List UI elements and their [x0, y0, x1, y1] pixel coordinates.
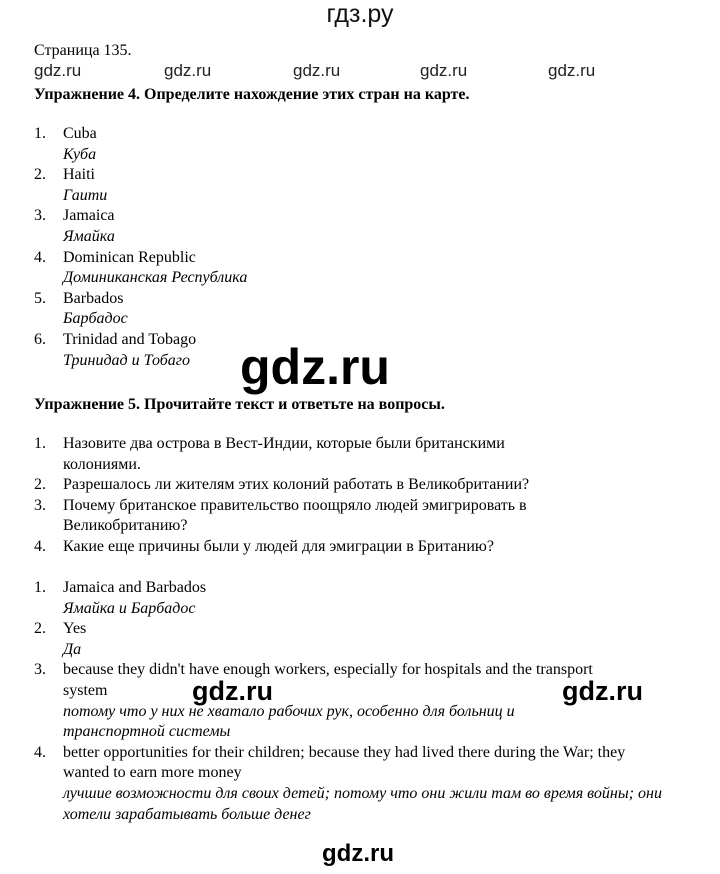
- list-item: [34, 289, 684, 330]
- watermark-footer: gdz.ru: [322, 840, 394, 867]
- item-english: Barbados: [63, 289, 124, 307]
- answer-russian: лучшие возможности для своих детей; потому что они жили там во время войны; они хотели зарабатывать больше денег: [63, 784, 662, 823]
- item-number: 3.: [34, 661, 46, 679]
- list-item: [34, 248, 684, 289]
- list-item: [34, 475, 684, 496]
- item-russian: Куба: [63, 145, 97, 163]
- answer-russian: Ямайка и Барбадос: [63, 599, 196, 617]
- question-text: Почему британское правительство поощряло людей эмигрировать в Великобританию?: [63, 496, 527, 535]
- list-item: [34, 496, 684, 537]
- watermark-3: gdz.ru: [293, 61, 341, 80]
- watermark-5: gdz.ru: [548, 61, 596, 80]
- list-item: [34, 743, 684, 825]
- answer-english: Yes: [63, 620, 87, 638]
- answer-russian: Да: [63, 640, 82, 658]
- item-number: 1.: [34, 435, 46, 452]
- list-item: [34, 206, 684, 247]
- item-english: Trinidad and Tobago: [63, 330, 197, 348]
- item-russian: Барбадос: [63, 310, 128, 328]
- list-item: [34, 578, 684, 619]
- item-english: Jamaica: [63, 207, 115, 225]
- question-text: Какие еще причины были у людей для эмиграции в Британию?: [63, 537, 494, 555]
- item-number: 1.: [34, 125, 46, 142]
- item-english: Cuba: [63, 125, 97, 142]
- exercise5-heading: Упражнение 5. Прочитайте текст и ответьте на вопросы.: [34, 396, 445, 413]
- item-russian: Ямайка: [63, 227, 115, 245]
- item-english: Dominican Republic: [63, 248, 196, 266]
- item-number: 2.: [34, 166, 46, 184]
- exercise4-list: [34, 124, 684, 371]
- item-number: 4.: [34, 537, 46, 555]
- watermark-4: gdz.ru: [420, 61, 468, 80]
- list-item: [34, 619, 684, 660]
- answer-english: because they didn't have enough workers, especially for hospitals and the transport system: [63, 661, 593, 699]
- answer-russian: потому что у них не хватало рабочих рук, особенно для больниц и транспортной системы: [63, 702, 515, 741]
- list-item: [34, 434, 684, 475]
- watermark-large-left: gdz.ru: [192, 676, 273, 706]
- item-number: 6.: [34, 330, 46, 348]
- item-number: 2.: [34, 476, 46, 494]
- page-label: Страница 135.: [34, 42, 132, 59]
- item-number: 4.: [34, 743, 46, 761]
- watermark-large-center: gdz.ru: [240, 339, 390, 395]
- item-number: 1.: [34, 579, 46, 596]
- item-number: 3.: [34, 207, 46, 225]
- list-item: [34, 124, 684, 165]
- item-russian: Тринидад и Тобаго: [63, 351, 191, 369]
- question-text: Разрешалось ли жителям этих колоний работать в Великобритании?: [63, 476, 530, 494]
- item-number: 2.: [34, 620, 46, 638]
- site-title: гдз.ру: [326, 0, 394, 28]
- list-item: [34, 537, 684, 558]
- item-russian: Доминиканская Республика: [63, 269, 248, 287]
- answer-english: Jamaica and Barbados: [63, 579, 207, 596]
- exercise5-questions: [34, 434, 684, 558]
- watermark-2: gdz.ru: [164, 61, 212, 80]
- item-number: 5.: [34, 289, 46, 307]
- item-russian: Гаити: [63, 186, 108, 204]
- exercise4-heading: Упражнение 4. Определите нахождение этих стран на карте.: [34, 86, 470, 103]
- watermark-large-right: gdz.ru: [562, 676, 643, 706]
- item-number: 3.: [34, 496, 46, 514]
- watermark-row: [34, 61, 634, 83]
- item-number: 4.: [34, 248, 46, 266]
- question-text: Назовите два острова в Вест-Индии, которые были британскими колониями.: [63, 435, 505, 473]
- list-item: [34, 165, 684, 206]
- answer-english: better opportunities for their children; because they had lived there during the War; they wanted to earn more money: [63, 743, 626, 782]
- item-english: Haiti: [63, 166, 95, 184]
- watermark-1: gdz.ru: [34, 61, 82, 80]
